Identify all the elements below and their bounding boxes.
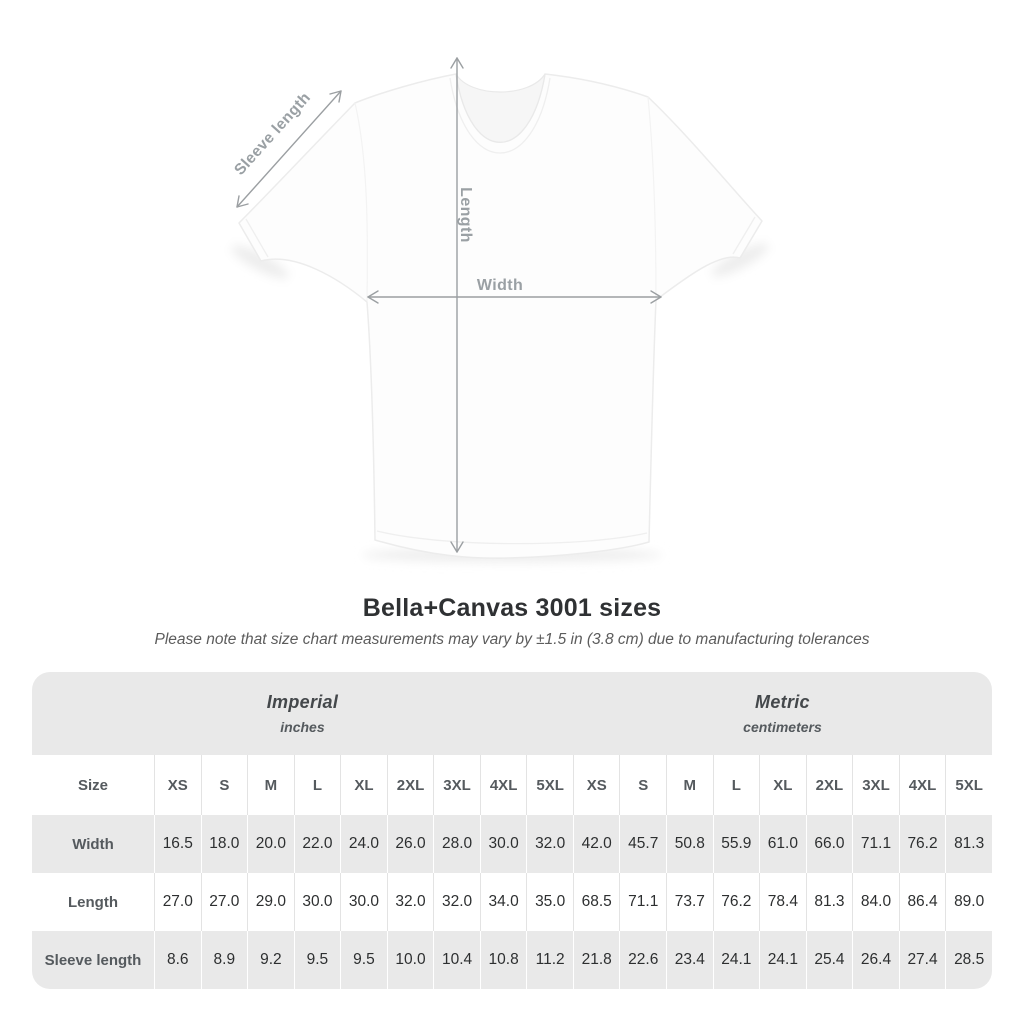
measurement-cell: 50.8 [666, 815, 713, 873]
page-title: Bella+Canvas 3001 sizes [362, 594, 662, 622]
table-row [32, 815, 992, 873]
unit-group-metric [573, 672, 992, 755]
measurement-cell: 16.5 [154, 815, 201, 873]
width-label: Width [476, 277, 524, 294]
measurement-cell: 27.0 [154, 873, 201, 931]
measurement-cell: 32.0 [387, 873, 434, 931]
measurement-cell: 30.0 [294, 873, 341, 931]
size-column-header: 4XL [480, 755, 527, 815]
size-column-header: 4XL [899, 755, 946, 815]
measurement-rows [32, 815, 992, 989]
measurement-cell: 28.5 [945, 931, 992, 989]
measurement-cell: 18.0 [201, 815, 248, 873]
size-column-header: 5XL [945, 755, 992, 815]
size-table [32, 672, 992, 989]
measurement-cell: 24.1 [759, 931, 806, 989]
table-row [32, 931, 992, 989]
measurement-cell: 89.0 [945, 873, 992, 931]
measurement-cell: 26.4 [852, 931, 899, 989]
size-table-grid [32, 672, 992, 989]
measurement-cell: 86.4 [899, 873, 946, 931]
measurement-cell: 23.4 [666, 931, 713, 989]
measurement-cell: 42.0 [573, 815, 620, 873]
measurement-cell: 73.7 [666, 873, 713, 931]
row-label: Sleeve length [32, 931, 154, 989]
measurement-cell: 76.2 [899, 815, 946, 873]
size-column-header: S [619, 755, 666, 815]
size-column-header: XL [759, 755, 806, 815]
size-column-header: L [294, 755, 341, 815]
measurement-cell: 78.4 [759, 873, 806, 931]
unit-group-metric-unit: centimeters [743, 719, 822, 735]
measurement-cell: 10.0 [387, 931, 434, 989]
unit-group-imperial-unit: inches [280, 719, 325, 735]
measurement-cell: 9.2 [247, 931, 294, 989]
measurement-cell: 27.4 [899, 931, 946, 989]
measurement-cell: 71.1 [852, 815, 899, 873]
measurement-cell: 71.1 [619, 873, 666, 931]
unit-group-imperial-label: Imperial [266, 692, 339, 712]
size-column-header: 2XL [806, 755, 853, 815]
size-column-header: M [666, 755, 713, 815]
page-subtitle: Please note that size chart measurements may vary by ±1.5 in (3.8 cm) due to manufacturing tolerances [154, 631, 870, 648]
measurement-cell: 24.1 [713, 931, 760, 989]
measurement-cell: 22.0 [294, 815, 341, 873]
measurement-cell: 8.6 [154, 931, 201, 989]
measurement-cell: 55.9 [713, 815, 760, 873]
measurement-cell: 10.4 [433, 931, 480, 989]
measurement-cell: 61.0 [759, 815, 806, 873]
measurement-cell: 66.0 [806, 815, 853, 873]
size-column-title: Size [32, 755, 154, 815]
measurement-cell: 68.5 [573, 873, 620, 931]
size-column-header: XL [340, 755, 387, 815]
unit-group-imperial [32, 672, 573, 755]
size-column-header: 3XL [852, 755, 899, 815]
measurement-cell: 9.5 [340, 931, 387, 989]
measurement-cell: 29.0 [247, 873, 294, 931]
size-column-header: XS [154, 755, 201, 815]
measurement-cell: 20.0 [247, 815, 294, 873]
size-column-header: M [247, 755, 294, 815]
measurement-cell: 26.0 [387, 815, 434, 873]
size-column-header: S [201, 755, 248, 815]
measurement-cell: 30.0 [480, 815, 527, 873]
measurement-cell: 8.9 [201, 931, 248, 989]
measurement-cell: 9.5 [294, 931, 341, 989]
unit-group-metric-label: Metric [755, 692, 810, 712]
size-header-row [32, 755, 992, 815]
measurement-cell: 35.0 [526, 873, 573, 931]
measurement-cell: 10.8 [480, 931, 527, 989]
measurement-cell: 27.0 [201, 873, 248, 931]
measurement-cell: 32.0 [433, 873, 480, 931]
measurement-cell: 25.4 [806, 931, 853, 989]
measurement-cell: 76.2 [713, 873, 760, 931]
measurement-cell: 81.3 [945, 815, 992, 873]
size-column-header: 5XL [526, 755, 573, 815]
size-column-header: L [713, 755, 760, 815]
measurement-cell: 24.0 [340, 815, 387, 873]
length-label: Length [457, 187, 474, 243]
unit-group-row [32, 672, 992, 755]
measurement-cell: 34.0 [480, 873, 527, 931]
table-row [32, 873, 992, 931]
sleeve-length-label: Sleeve length [231, 89, 315, 179]
measurement-cell: 81.3 [806, 873, 853, 931]
size-column-header: 2XL [387, 755, 434, 815]
measurement-cell: 30.0 [340, 873, 387, 931]
measurement-cell: 11.2 [526, 931, 573, 989]
row-label: Width [32, 815, 154, 873]
size-column-header: XS [573, 755, 620, 815]
measurement-cell: 32.0 [526, 815, 573, 873]
size-column-header: 3XL [433, 755, 480, 815]
measurement-cell: 45.7 [619, 815, 666, 873]
measurement-cell: 84.0 [852, 873, 899, 931]
measurement-cell: 21.8 [573, 931, 620, 989]
measurement-cell: 22.6 [619, 931, 666, 989]
measurement-cell: 28.0 [433, 815, 480, 873]
tshirt-illustration [239, 74, 762, 558]
row-label: Length [32, 873, 154, 931]
